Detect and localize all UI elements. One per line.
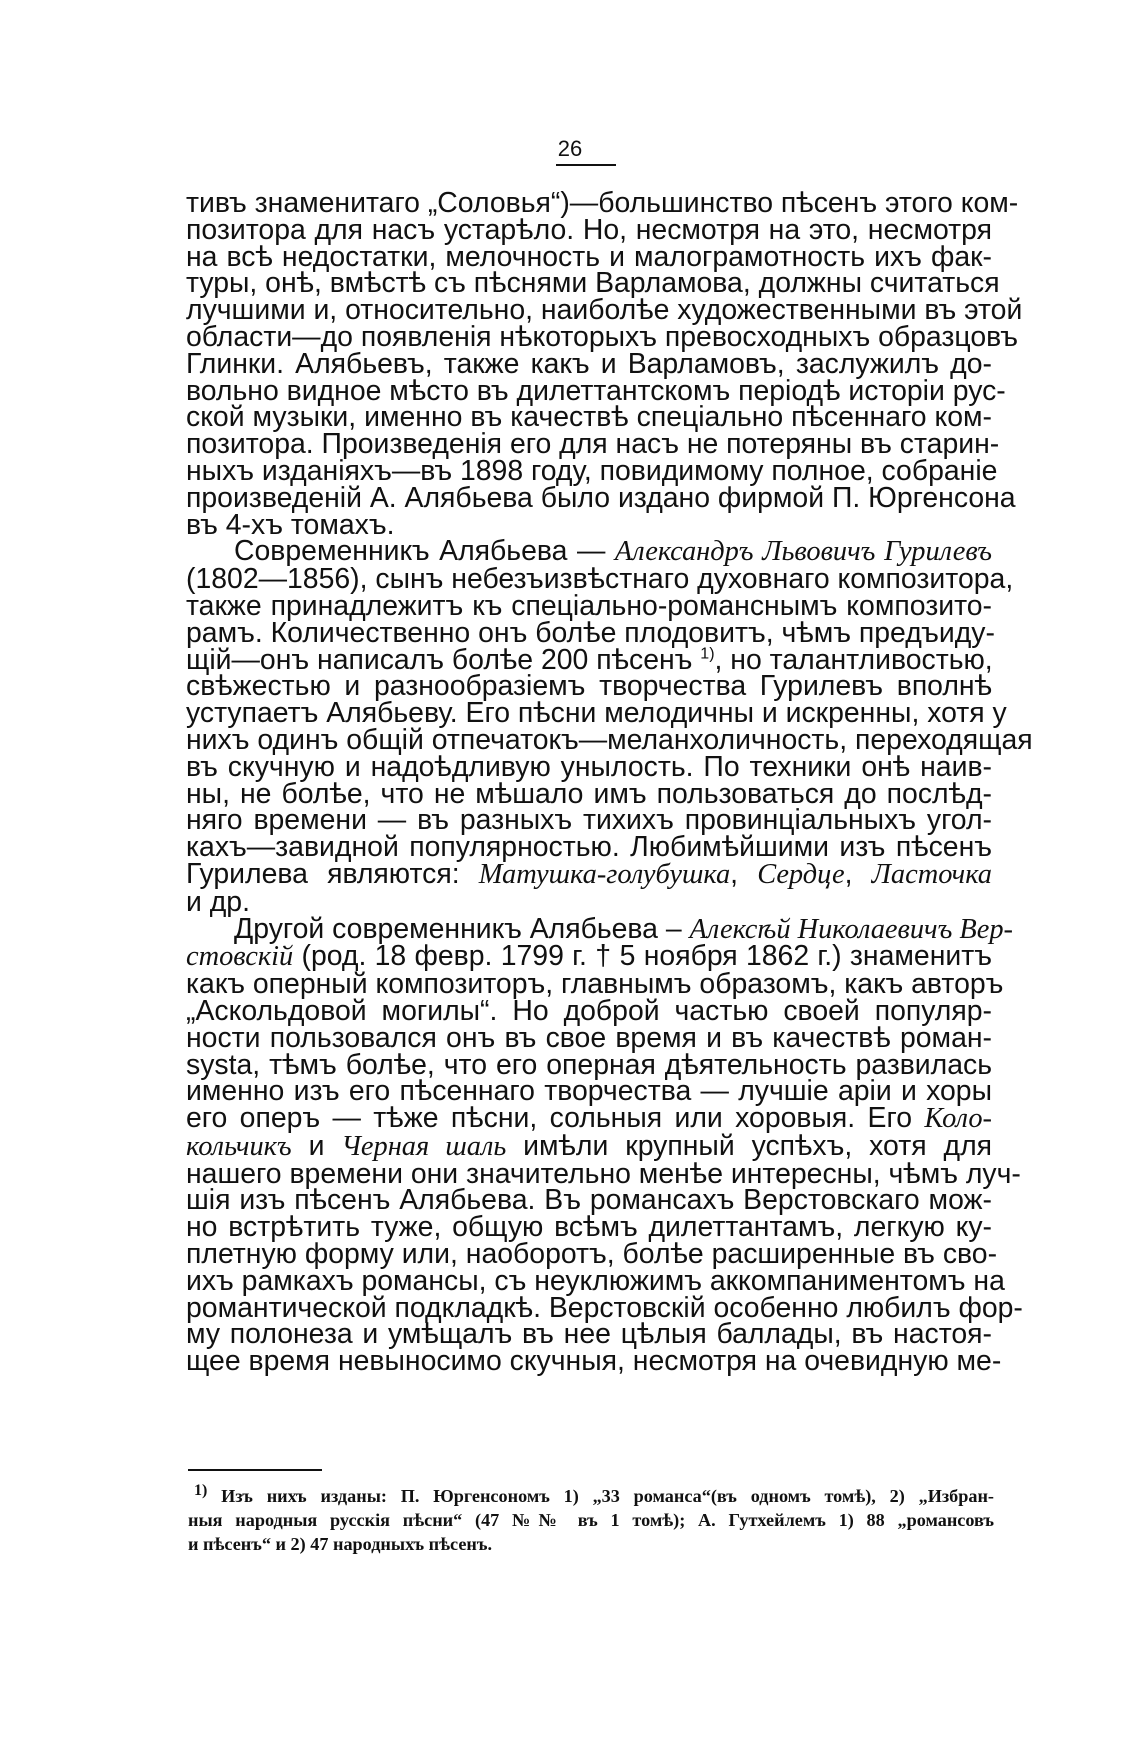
text-run: , но талантливостью, — [714, 643, 993, 676]
text-line — [186, 1048, 992, 1081]
body-text — [186, 187, 1033, 1378]
text-line — [186, 994, 992, 1027]
text-line — [186, 723, 1033, 756]
text-run: туры, онѣ, вмѣстѣ съ пѣснями Варламова, должны считаться — [186, 267, 1000, 300]
text-run: вольно видное мѣсто въ дилеттантскомъ періодѣ исторіи рус- — [186, 374, 1006, 407]
footnote-line — [188, 1481, 994, 1508]
text-line — [186, 1075, 992, 1108]
text-line — [186, 454, 998, 487]
text-line — [186, 563, 1014, 596]
text-line — [186, 1345, 1002, 1378]
text-line — [186, 320, 1019, 353]
text-line — [186, 1102, 992, 1135]
text-line — [186, 777, 992, 810]
text-line — [186, 267, 1000, 300]
text-run: нихъ одинъ общій отпечатокъ—меланхоличность, переходящая — [186, 723, 1033, 756]
text-run: позитора для насъ устарѣло. Но, несмотря на это, несмотря — [186, 213, 992, 246]
text-line — [186, 670, 992, 703]
text-run: Изъ нихъ изданы: П. Юргенсономъ 1) „33 романса“(въ одномъ томѣ), 2) „Избран- — [207, 1486, 994, 1506]
text-run: на всѣ недостатки, мелочность и малограмотность ихъ фак- — [186, 240, 992, 273]
text-line — [186, 1129, 993, 1162]
text-line — [186, 750, 992, 783]
text-run: ны, не болѣе, что не мѣшало имъ пользоваться до послѣд- — [186, 777, 992, 810]
text-run: , — [844, 857, 872, 890]
text-run: въ 4-хъ томахъ. — [186, 508, 395, 541]
text-run: ихъ рамкахъ романсы, съ неуклюжимъ аккомпаниментомъ на — [186, 1264, 1005, 1297]
text-run: ныя народныя русскія пѣсни“ (47 №№ въ 1 томѣ); А. Гутхейлемъ 1) 88 „романсовъ — [188, 1510, 994, 1530]
text-run: , — [730, 857, 758, 890]
text-run: какъ оперный композиторъ, главнымъ образомъ, какъ авторъ — [186, 968, 1004, 1001]
text-line — [186, 912, 1014, 945]
text-line — [186, 616, 995, 649]
text-run: и др. — [186, 885, 250, 918]
text-run: Другой современникъ Алябьева – — [234, 912, 690, 945]
text-line — [186, 347, 992, 380]
text-line — [186, 643, 993, 676]
text-run: няго времени — въ разныхъ тихихъ провинціальныхъ угол- — [186, 804, 992, 837]
footnote-line — [188, 1508, 994, 1532]
text-line — [186, 294, 1023, 327]
text-run: имѣли крупный успѣхъ, хотя для — [506, 1129, 993, 1162]
page-number: 26 — [557, 136, 583, 161]
text-line — [186, 240, 992, 273]
text-run: Гурилева являются: — [186, 857, 479, 890]
footnote-marker: 1) — [194, 1481, 208, 1499]
text-line — [186, 374, 1006, 407]
italic-name: Ласточка — [871, 858, 992, 890]
text-line — [186, 1318, 992, 1351]
text-run: щій—онъ написалъ болѣе 200 пѣсенъ — [186, 643, 701, 676]
italic-name: Коло- — [924, 1103, 992, 1135]
text-line — [186, 831, 992, 864]
text-line — [186, 187, 1019, 219]
text-run: романтической подкладкѣ. Верстовскій особенно любилъ фор- — [186, 1291, 1023, 1324]
text-line — [186, 940, 992, 973]
text-line — [186, 1264, 1005, 1297]
italic-name: кольчикъ — [186, 1130, 292, 1162]
text-line — [186, 697, 1007, 730]
text-line — [186, 1184, 992, 1217]
text-line — [186, 1157, 1021, 1190]
text-line — [186, 1021, 992, 1054]
text-run: щее время невыносимо скучныя, несмотря на очевидную ме- — [186, 1345, 1002, 1378]
text-line — [186, 535, 993, 568]
footnote-line — [188, 1532, 994, 1556]
text-line — [186, 1291, 1023, 1324]
text-run: его оперъ — тѣже пѣсни, сольныя или хоровыя. Его — [186, 1102, 925, 1135]
text-run: (род. 18 февр. 1799 г. † 5 ноября 1862 г.) знаменитъ — [293, 940, 992, 973]
text-run: нашего времени они значительно менѣе интересны, чѣмъ луч- — [186, 1157, 1021, 1190]
text-line — [186, 508, 992, 541]
text-line — [186, 589, 992, 622]
footnote-marker: 1) — [700, 645, 715, 663]
text-run: уступаетъ Алябьеву. Его пѣсни мелодичны и искренны, хотя у — [186, 697, 1007, 730]
italic-name: Черная шаль — [341, 1130, 507, 1162]
text-run: Современникъ Алябьева — — [234, 535, 615, 568]
italic-name: Александръ Львовичъ Гурилевъ — [614, 536, 993, 568]
text-run: и пѣсенъ“ и 2) 47 народныхъ пѣсенъ. — [188, 1534, 493, 1554]
text-run: systа, тѣмъ болѣе, что его оперная дѣятельность развилась — [186, 1048, 992, 1081]
text-line — [186, 428, 1000, 461]
text-run: ности пользовался онъ въ свое время и въ качествѣ роман- — [186, 1021, 992, 1054]
text-run: тивъ знаменитаго „Соловья“)—большинство пѣсенъ этого ком- — [186, 187, 1019, 219]
text-run: произведеній А. Алябьева было издано фирмой П. Юргенсона — [186, 481, 1016, 514]
text-run: лучшими и, относительно, наиболѣе художественными въ этой — [186, 294, 1023, 327]
text-line — [186, 1238, 998, 1271]
text-line — [186, 401, 992, 434]
text-run: „Аскольдовой могилы“. Но доброй частью своей популяр- — [186, 994, 992, 1027]
text-line — [186, 481, 1016, 514]
text-run: шія изъ пѣсенъ Алябьева. Въ романсахъ Верстовскаго мож- — [186, 1184, 992, 1217]
italic-name: Алексѣй Николаевичъ Вер- — [689, 913, 1014, 945]
text-line — [186, 1211, 992, 1244]
text-run: свѣжестью и разнообразіемъ творчества Гурилевъ вполнѣ — [186, 670, 992, 703]
footnotes — [188, 1481, 994, 1556]
text-run: ской музыки, именно въ качествѣ спеціально пѣсеннаго ком- — [186, 401, 992, 434]
text-line — [186, 804, 992, 837]
text-run: рамъ. Количественно онъ болѣе плодовитъ, чѣмъ предъиду- — [186, 616, 995, 649]
text-line — [186, 885, 992, 918]
footnote-rule — [188, 1469, 322, 1471]
text-run: но встрѣтить туже, общую всѣмъ дилеттантамъ, легкую ку- — [186, 1211, 992, 1244]
text-run: (1802—1856), сынъ небезъизвѣстнаго духовнаго композитора, — [186, 563, 1014, 596]
italic-name: Матушка-голубушка — [478, 858, 731, 890]
page-number-rule — [556, 164, 616, 166]
text-run: плетную форму или, наоборотъ, болѣе расширенные въ сво- — [186, 1238, 998, 1271]
text-run: му полонеза и умѣщалъ въ нее цѣлыя баллады, въ настоя- — [186, 1318, 992, 1351]
text-run: также принадлежитъ къ спеціально-романснымъ композито- — [186, 589, 992, 622]
text-run: позитора. Произведенія его для насъ не потеряны въ старин- — [186, 428, 1000, 461]
text-run: въ скучную и надоѣдливую унылость. По техники онѣ наив- — [186, 750, 992, 783]
text-run: именно изъ его пѣсеннаго творчества — лучшіе аріи и хоры — [186, 1075, 992, 1108]
italic-name: Сердце — [757, 858, 845, 890]
italic-name: стовскій — [186, 941, 294, 973]
text-run: Глинки. Алябьевъ, также какъ и Варламовъ, заслужилъ до- — [186, 347, 992, 380]
text-line — [186, 968, 1004, 1001]
text-line — [186, 857, 992, 890]
text-run: и — [291, 1129, 342, 1162]
text-run: кахъ—завидной популярностью. Любимѣйшими изъ пѣсенъ — [186, 831, 992, 864]
text-run: ныхъ изданіяхъ—въ 1898 году, повидимому полное, собраніе — [186, 454, 998, 487]
text-run: области—до появленія нѣкоторыхъ превосходныхъ образцовъ — [186, 320, 1019, 353]
text-line — [186, 213, 992, 246]
